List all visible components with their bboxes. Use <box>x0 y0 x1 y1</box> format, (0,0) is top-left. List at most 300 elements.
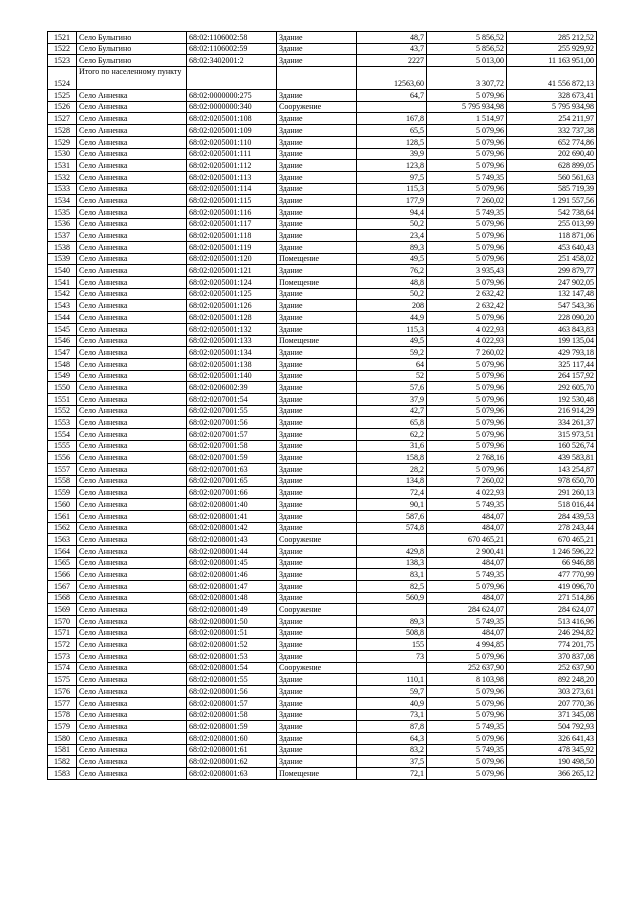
cell-settlement: Село Анненка <box>77 265 187 277</box>
cell-cadastral-number: 68:02:0207001:57 <box>187 429 277 441</box>
cell-cadastral-value: 463 843,83 <box>507 323 597 335</box>
cell-row-number: 1530 <box>48 148 77 160</box>
cell-cadastral-number: 68:02:0207001:54 <box>187 393 277 405</box>
table-row <box>48 101 597 113</box>
cell-row-number: 1547 <box>48 347 77 359</box>
cell-unit-value: 5 079,96 <box>427 148 507 160</box>
cell-settlement: Село Анненка <box>77 113 187 125</box>
table-row <box>48 464 597 476</box>
cell-unit-value: 5 079,96 <box>427 253 507 265</box>
cell-row-number: 1529 <box>48 136 77 148</box>
cell-settlement: Село Анненка <box>77 101 187 113</box>
cell-object-type: Здание <box>277 218 357 230</box>
cell-area: 158,8 <box>357 452 427 464</box>
cell-settlement: Село Анненка <box>77 580 187 592</box>
cell-row-number: 1543 <box>48 300 77 312</box>
cell-cadastral-value: 518 016,44 <box>507 499 597 511</box>
cell-row-number: 1563 <box>48 534 77 546</box>
cell-cadastral-number: 68:02:0208001:41 <box>187 510 277 522</box>
cell-settlement: Село Анненка <box>77 323 187 335</box>
cell-cadastral-number: 68:02:0207001:56 <box>187 417 277 429</box>
cell-cadastral-number: 68:02:0208001:50 <box>187 616 277 628</box>
cell-cadastral-number: 68:02:0208001:46 <box>187 569 277 581</box>
cell-row-number: 1561 <box>48 510 77 522</box>
cell-row-number: 1580 <box>48 732 77 744</box>
table-row <box>48 43 597 55</box>
cell-object-type: Здание <box>277 323 357 335</box>
cell-cadastral-number: 68:02:0205001:117 <box>187 218 277 230</box>
cell-unit-value: 5 079,96 <box>427 709 507 721</box>
cell-row-number: 1571 <box>48 627 77 639</box>
cell-area: 52 <box>357 370 427 382</box>
cell-cadastral-value: 453 640,43 <box>507 242 597 254</box>
cell-row-number: 1537 <box>48 230 77 242</box>
cell-unit-value: 5 079,96 <box>427 732 507 744</box>
cell-row-number: 1555 <box>48 440 77 452</box>
cell-area: 167,8 <box>357 113 427 125</box>
cell-area: 44,9 <box>357 312 427 324</box>
cell-area: 82,5 <box>357 580 427 592</box>
cell-object-type: Помещение <box>277 335 357 347</box>
cell-row-number: 1564 <box>48 545 77 557</box>
cell-object-type: Здание <box>277 592 357 604</box>
cell-unit-value: 5 079,96 <box>427 697 507 709</box>
cell-settlement: Село Анненка <box>77 744 187 756</box>
cell-area: 89,3 <box>357 616 427 628</box>
cell-object-type: Сооружение <box>277 604 357 616</box>
cell-settlement: Село Анненка <box>77 253 187 265</box>
cell-cadastral-number: 68:02:0205001:116 <box>187 206 277 218</box>
table-row <box>48 136 597 148</box>
cell-settlement: Село Анненка <box>77 288 187 300</box>
cell-settlement: Село Анненка <box>77 767 187 779</box>
table-row <box>48 545 597 557</box>
cell-object-type: Здание <box>277 393 357 405</box>
cell-settlement: Село Анненка <box>77 475 187 487</box>
table-row <box>48 744 597 756</box>
cell-settlement: Село Анненка <box>77 195 187 207</box>
cell-settlement: Село Булыгино <box>77 43 187 55</box>
cell-settlement: Село Анненка <box>77 510 187 522</box>
cell-cadastral-number: 68:02:0208001:56 <box>187 686 277 698</box>
table-row <box>48 32 597 44</box>
table-row <box>48 627 597 639</box>
cell-area <box>357 101 427 113</box>
table-row <box>48 125 597 137</box>
cell-settlement: Село Анненка <box>77 136 187 148</box>
cell-cadastral-number: 68:02:0207001:63 <box>187 464 277 476</box>
cell-cadastral-number: 68:02:0208001:42 <box>187 522 277 534</box>
cell-cadastral-value: 560 561,63 <box>507 171 597 183</box>
cell-cadastral-number: 68:02:0207001:65 <box>187 475 277 487</box>
cell-row-number: 1526 <box>48 101 77 113</box>
cell-cadastral-value: 228 090,20 <box>507 312 597 324</box>
cell-settlement: Село Анненка <box>77 499 187 511</box>
cell-object-type: Здание <box>277 545 357 557</box>
cell-cadastral-number: 68:02:0208001:51 <box>187 627 277 639</box>
cell-cadastral-number: 68:02:0205001:115 <box>187 195 277 207</box>
cell-unit-value: 5 079,96 <box>427 218 507 230</box>
cell-cadastral-number: 68:02:0208001:43 <box>187 534 277 546</box>
cell-area: 31,6 <box>357 440 427 452</box>
cell-area: 73 <box>357 651 427 663</box>
cell-cadastral-value: 303 273,61 <box>507 686 597 698</box>
cell-area: 97,5 <box>357 171 427 183</box>
cell-cadastral-number: 68:02:0208001:47 <box>187 580 277 592</box>
cell-object-type: Здание <box>277 686 357 698</box>
cell-cadastral-number: 68:02:0208001:44 <box>187 545 277 557</box>
cell-cadastral-value: 1 291 557,56 <box>507 195 597 207</box>
cell-cadastral-value: 774 201,75 <box>507 639 597 651</box>
cell-row-number: 1536 <box>48 218 77 230</box>
cell-cadastral-value: 247 902,05 <box>507 277 597 289</box>
cell-unit-value: 5 079,96 <box>427 370 507 382</box>
table-row <box>48 440 597 452</box>
cell-row-number: 1524 <box>48 67 77 90</box>
cell-cadastral-value: 143 254,87 <box>507 464 597 476</box>
cell-settlement: Село Булыгино <box>77 32 187 44</box>
cell-cadastral-value: 547 543,36 <box>507 300 597 312</box>
cell-object-type: Здание <box>277 148 357 160</box>
cell-settlement: Село Анненка <box>77 160 187 172</box>
table-row <box>48 195 597 207</box>
cell-unit-value: 252 637,90 <box>427 662 507 674</box>
cell-cadastral-value: 160 526,74 <box>507 440 597 452</box>
cell-settlement: Село Анненка <box>77 592 187 604</box>
cell-unit-value: 5 749,35 <box>427 569 507 581</box>
cell-cadastral-number: 68:02:0205001:114 <box>187 183 277 195</box>
cell-row-number: 1545 <box>48 323 77 335</box>
cell-cadastral-number: 68:02:0207001:55 <box>187 405 277 417</box>
cell-cadastral-value: 271 514,86 <box>507 592 597 604</box>
cell-cadastral-number: 68:02:0208001:55 <box>187 674 277 686</box>
cell-cadastral-number: 68:02:0207001:58 <box>187 440 277 452</box>
cell-cadastral-value: 315 973,51 <box>507 429 597 441</box>
cell-cadastral-value: 326 641,43 <box>507 732 597 744</box>
cell-settlement: Село Анненка <box>77 686 187 698</box>
cell-cadastral-number: 68:02:0205001:125 <box>187 288 277 300</box>
cell-area: 72,1 <box>357 767 427 779</box>
cell-object-type: Здание <box>277 569 357 581</box>
cell-object-type: Здание <box>277 195 357 207</box>
cell-object-type: Здание <box>277 510 357 522</box>
cell-unit-value: 2 900,41 <box>427 545 507 557</box>
table-row <box>48 55 597 67</box>
cell-row-number: 1522 <box>48 43 77 55</box>
cell-object-type: Здание <box>277 674 357 686</box>
cell-settlement: Село Анненка <box>77 440 187 452</box>
cell-cadastral-value: 291 260,13 <box>507 487 597 499</box>
cell-unit-value: 484,07 <box>427 557 507 569</box>
cell-object-type: Здание <box>277 616 357 628</box>
cell-unit-value: 5 749,35 <box>427 171 507 183</box>
cell-row-number: 1527 <box>48 113 77 125</box>
cell-unit-value: 5 079,96 <box>427 136 507 148</box>
cell-unit-value: 5 079,96 <box>427 125 507 137</box>
cell-object-type: Помещение <box>277 253 357 265</box>
table-row <box>48 347 597 359</box>
cell-cadastral-number: 68:02:0205001:110 <box>187 136 277 148</box>
cell-object-type: Здание <box>277 113 357 125</box>
cell-settlement: Село Анненка <box>77 557 187 569</box>
cell-settlement: Село Анненка <box>77 277 187 289</box>
cell-area: 2227 <box>357 55 427 67</box>
cell-settlement: Село Анненка <box>77 452 187 464</box>
table-row <box>48 67 597 90</box>
cell-cadastral-number <box>187 67 277 90</box>
cell-cadastral-number: 68:02:0208001:54 <box>187 662 277 674</box>
cell-unit-value: 5 079,96 <box>427 464 507 476</box>
cell-unit-value: 5 079,96 <box>427 358 507 370</box>
cell-cadastral-number: 68:02:0208001:62 <box>187 756 277 768</box>
cell-cadastral-value: 5 795 934,98 <box>507 101 597 113</box>
cell-cadastral-number: 68:02:0208001:59 <box>187 721 277 733</box>
cell-row-number: 1540 <box>48 265 77 277</box>
cell-row-number: 1578 <box>48 709 77 721</box>
cell-area: 89,3 <box>357 242 427 254</box>
cell-unit-value: 5 749,35 <box>427 744 507 756</box>
cell-area: 87,8 <box>357 721 427 733</box>
table-row <box>48 242 597 254</box>
cell-area: 560,9 <box>357 592 427 604</box>
cell-row-number: 1525 <box>48 90 77 102</box>
cell-settlement: Село Анненка <box>77 732 187 744</box>
cell-area: 37,5 <box>357 756 427 768</box>
cell-area: 574,8 <box>357 522 427 534</box>
table-row <box>48 569 597 581</box>
cell-settlement: Село Анненка <box>77 206 187 218</box>
cell-cadastral-value: 190 498,50 <box>507 756 597 768</box>
cell-cadastral-value: 299 879,77 <box>507 265 597 277</box>
cell-settlement: Село Анненка <box>77 569 187 581</box>
cell-row-number: 1574 <box>48 662 77 674</box>
cell-cadastral-value: 477 770,99 <box>507 569 597 581</box>
cell-settlement: Село Анненка <box>77 358 187 370</box>
cell-cadastral-value: 264 157,92 <box>507 370 597 382</box>
cell-object-type: Здание <box>277 464 357 476</box>
cell-unit-value: 284 624,07 <box>427 604 507 616</box>
cell-cadastral-value: 1 246 596,22 <box>507 545 597 557</box>
cell-row-number: 1533 <box>48 183 77 195</box>
table-row <box>48 452 597 464</box>
cell-cadastral-number: 68:02:0207001:59 <box>187 452 277 464</box>
table-row <box>48 580 597 592</box>
cell-settlement: Село Анненка <box>77 709 187 721</box>
cell-cadastral-value: 328 673,41 <box>507 90 597 102</box>
cell-cadastral-value: 11 163 951,00 <box>507 55 597 67</box>
cell-object-type: Здание <box>277 522 357 534</box>
cell-area: 208 <box>357 300 427 312</box>
cell-unit-value: 2 632,42 <box>427 300 507 312</box>
cell-cadastral-number: 68:02:0205001:140 <box>187 370 277 382</box>
cell-settlement: Село Анненка <box>77 721 187 733</box>
cell-cadastral-value: 366 265,12 <box>507 767 597 779</box>
cell-row-number: 1552 <box>48 405 77 417</box>
cell-area: 65,8 <box>357 417 427 429</box>
cell-settlement: Село Анненка <box>77 148 187 160</box>
cell-settlement: Село Анненка <box>77 312 187 324</box>
cell-area: 62,2 <box>357 429 427 441</box>
cell-object-type: Здание <box>277 697 357 709</box>
table-row <box>48 662 597 674</box>
cell-settlement: Село Анненка <box>77 125 187 137</box>
cell-row-number: 1546 <box>48 335 77 347</box>
cell-settlement: Село Анненка <box>77 627 187 639</box>
table-row <box>48 382 597 394</box>
cell-row-number: 1558 <box>48 475 77 487</box>
cell-settlement: Село Анненка <box>77 183 187 195</box>
cell-area: 12563,60 <box>357 67 427 90</box>
cell-unit-value: 7 260,02 <box>427 195 507 207</box>
cell-object-type: Здание <box>277 171 357 183</box>
cell-row-number: 1560 <box>48 499 77 511</box>
cell-unit-value: 5 749,35 <box>427 499 507 511</box>
cell-settlement: Село Анненка <box>77 756 187 768</box>
cell-settlement: Село Анненка <box>77 545 187 557</box>
cell-area: 508,8 <box>357 627 427 639</box>
cell-object-type: Сооружение <box>277 534 357 546</box>
cell-cadastral-number: 68:02:0208001:49 <box>187 604 277 616</box>
cell-object-type: Здание <box>277 312 357 324</box>
cell-unit-value: 5 856,52 <box>427 43 507 55</box>
cell-cadastral-value: 284 439,53 <box>507 510 597 522</box>
cell-settlement: Село Анненка <box>77 429 187 441</box>
cell-row-number: 1565 <box>48 557 77 569</box>
table-body <box>48 32 597 780</box>
cell-cadastral-number: 68:02:0208001:40 <box>187 499 277 511</box>
table-row <box>48 370 597 382</box>
cell-cadastral-number: 68:02:0205001:119 <box>187 242 277 254</box>
cell-row-number: 1521 <box>48 32 77 44</box>
cell-area: 177,9 <box>357 195 427 207</box>
cell-unit-value: 5 856,52 <box>427 32 507 44</box>
cell-cadastral-value: 292 605,70 <box>507 382 597 394</box>
table-row <box>48 160 597 172</box>
cell-cadastral-value: 254 211,97 <box>507 113 597 125</box>
table-row <box>48 557 597 569</box>
cell-cadastral-value: 628 899,05 <box>507 160 597 172</box>
cell-cadastral-number: 68:02:0208001:53 <box>187 651 277 663</box>
cell-row-number: 1535 <box>48 206 77 218</box>
cell-row-number: 1528 <box>48 125 77 137</box>
cell-row-number: 1573 <box>48 651 77 663</box>
cell-area: 123,8 <box>357 160 427 172</box>
cell-object-type: Здание <box>277 347 357 359</box>
cell-area: 48,8 <box>357 277 427 289</box>
table-row <box>48 651 597 663</box>
cell-area: 64,3 <box>357 732 427 744</box>
cell-row-number: 1577 <box>48 697 77 709</box>
table-row <box>48 417 597 429</box>
cell-area: 134,8 <box>357 475 427 487</box>
cell-cadastral-number: 68:02:1106002:58 <box>187 32 277 44</box>
cell-cadastral-number: 68:02:0205001:138 <box>187 358 277 370</box>
cell-cadastral-number: 68:02:0205001:126 <box>187 300 277 312</box>
cell-object-type <box>277 67 357 90</box>
cell-unit-value: 5 079,96 <box>427 440 507 452</box>
cell-row-number: 1557 <box>48 464 77 476</box>
cell-cadastral-value: 41 556 872,13 <box>507 67 597 90</box>
cell-settlement: Село Анненка <box>77 662 187 674</box>
cell-unit-value: 5 079,96 <box>427 160 507 172</box>
cell-unit-value: 5 079,96 <box>427 756 507 768</box>
cell-area: 42,7 <box>357 405 427 417</box>
cell-area: 23,4 <box>357 230 427 242</box>
table-row <box>48 534 597 546</box>
table-row <box>48 218 597 230</box>
cell-cadastral-value: 216 914,29 <box>507 405 597 417</box>
cell-cadastral-number: 68:02:0208001:45 <box>187 557 277 569</box>
table-row <box>48 674 597 686</box>
table-row <box>48 767 597 779</box>
cell-object-type: Здание <box>277 744 357 756</box>
cell-settlement: Село Анненка <box>77 639 187 651</box>
cell-unit-value: 7 260,02 <box>427 475 507 487</box>
cell-area: 429,8 <box>357 545 427 557</box>
table-row <box>48 206 597 218</box>
cell-unit-value: 3 935,43 <box>427 265 507 277</box>
table-row <box>48 616 597 628</box>
cell-area: 59,7 <box>357 686 427 698</box>
table-row <box>48 358 597 370</box>
cell-area: 64 <box>357 358 427 370</box>
cell-cadastral-value: 892 248,20 <box>507 674 597 686</box>
cell-row-number: 1569 <box>48 604 77 616</box>
cell-row-number: 1566 <box>48 569 77 581</box>
cell-cadastral-value: 66 946,88 <box>507 557 597 569</box>
cell-object-type: Здание <box>277 475 357 487</box>
table-row <box>48 475 597 487</box>
cell-row-number: 1542 <box>48 288 77 300</box>
cell-object-type: Здание <box>277 499 357 511</box>
cell-cadastral-number: 68:02:3402001:2 <box>187 55 277 67</box>
cell-cadastral-number: 68:02:0205001:109 <box>187 125 277 137</box>
cell-object-type: Здание <box>277 136 357 148</box>
cell-cadastral-number: 68:02:0207001:66 <box>187 487 277 499</box>
cell-settlement: Село Анненка <box>77 393 187 405</box>
cell-cadastral-number: 68:02:0208001:61 <box>187 744 277 756</box>
cell-object-type: Здание <box>277 288 357 300</box>
table-row <box>48 592 597 604</box>
cell-object-type: Здание <box>277 709 357 721</box>
cell-cadastral-value: 334 261,37 <box>507 417 597 429</box>
cell-unit-value: 5 079,96 <box>427 382 507 394</box>
cell-unit-value: 670 465,21 <box>427 534 507 546</box>
cell-area: 72,4 <box>357 487 427 499</box>
cell-row-number: 1553 <box>48 417 77 429</box>
table-row <box>48 277 597 289</box>
cell-object-type: Здание <box>277 55 357 67</box>
cell-cadastral-number: 68:02:0208001:58 <box>187 709 277 721</box>
cell-unit-value: 3 307,72 <box>427 67 507 90</box>
table-row <box>48 429 597 441</box>
cell-cadastral-number: 68:02:0205001:134 <box>187 347 277 359</box>
cell-settlement: Село Анненка <box>77 604 187 616</box>
property-table <box>47 31 597 780</box>
cell-unit-value: 484,07 <box>427 592 507 604</box>
cell-unit-value: 5 079,96 <box>427 417 507 429</box>
cell-area: 138,3 <box>357 557 427 569</box>
table-row <box>48 288 597 300</box>
cell-row-number: 1541 <box>48 277 77 289</box>
cell-cadastral-number: 68:02:0205001:118 <box>187 230 277 242</box>
cell-object-type: Здание <box>277 32 357 44</box>
cell-unit-value: 5 079,96 <box>427 183 507 195</box>
cell-object-type: Помещение <box>277 277 357 289</box>
cell-cadastral-value: 199 135,04 <box>507 335 597 347</box>
cell-unit-value: 5 079,96 <box>427 767 507 779</box>
cell-object-type: Здание <box>277 242 357 254</box>
